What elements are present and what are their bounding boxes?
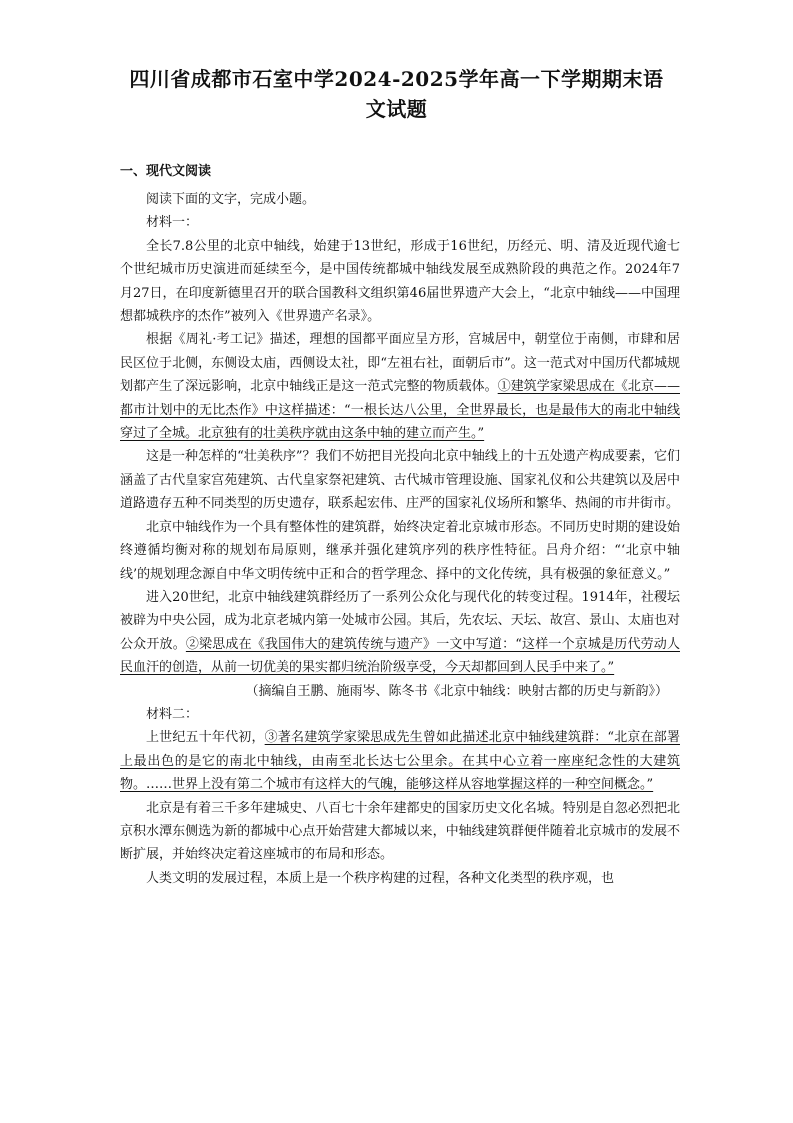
- paragraph-1: 全长7.8公里的北京中轴线，始建于13世纪，形成于16世纪，历经元、明、清及近现代逾七个世纪城市历史演进而延续至今，是中国传统都城中轴线发展至成熟阶段的典范之作。2024年7月27日，在印度新德里召开的联合国教科文组织第46届世界遗产大会上，“北京中轴线——中国理想都城秩序的杰作”被列入《世界遗产名录》。: [120, 238, 680, 325]
- paragraph-3: 这是一种怎样的“壮美秩序”？我们不妨把目光投向北京中轴线上的十五处遗产构成要素，它们涵盖了古代皇家宫苑建筑、古代皇家祭祀建筑、古代城市管理设施、国家礼仪和公共建筑以及居中道路遗存五种不同类型的历史遗存，联系起宏伟、庄严的国家礼仪场所和繁华、热闹的市井街市。: [120, 449, 680, 512]
- paragraph-8: 人类文明的发展过程，本质上是一个秩序构建的过程，各种文化类型的秩序观，也: [146, 870, 615, 886]
- title-line-2: 文试题: [365, 97, 428, 121]
- paragraph-5-text: 进入20世纪，北京中轴线建筑群经历了一系列公众化与现代化的转变过程。1914年，社稷坛被辟为中央公园，成为北京老城内第一处城市公园。其后，先农坛、天坛、故宫、景山、太庙也对公众开放。: [120, 589, 680, 652]
- title-line-1: 四川省成都市石室中学2024-2025学年高一下学期期末语: [129, 67, 664, 91]
- underlined-quote-3: ③著名建筑学家梁思成先生曾如此描述北京中轴线建筑群：“北京在部署上最出色的是它的南北中轴线，由南至北长达七公里余。在其中心立着一座座纪念性的大建筑物。……世界上没有第二个城市有这样大的气魄，能够这样从容地掌握这样的一种空间概念。”: [120, 730, 680, 793]
- paragraph-2-text: 根据《周礼·考工记》描述，理想的国都平面应呈方形，宫城居中，朝堂位于南侧，市肆和居民区位于北侧，东侧设太庙，西侧设太社，即“左祖右社，面朝后市”。这一范式对中国历代都城规划都产生了深远影响，北京中轴线正是这一范式完整的物质载体。: [120, 332, 680, 395]
- section-heading: 一、现代文阅读: [120, 164, 212, 179]
- instruction-text: 阅读下面的文字，完成小题。: [146, 192, 316, 207]
- material-2-label: 材料二：: [146, 706, 199, 722]
- reading-passage: [120, 188, 680, 890]
- material-1-label: 材料一：: [146, 215, 199, 231]
- paragraph-4: 北京中轴线作为一个具有整体性的建筑群，始终决定着北京城市形态。不同历史时期的建设始终遵循均衡对称的规划布局原则，继承并强化建筑序列的秩序性特征。吕舟介绍：“‘北京中轴线’的规划理念源自中华文明传统中正和合的哲学理念、择中的文化传统，具有极强的象征意义。”: [120, 519, 680, 582]
- paragraph-6-text: 上世纪五十年代初，: [146, 730, 265, 746]
- underlined-quote-2: ②梁思成在《我国伟大的建筑传统与遗产》一文中写道：“这样一个京城是历代劳动人民血汗的创造，从前一切优美的果实都归统治阶级享受，今天却都回到人民手中来了。”: [120, 636, 680, 676]
- paragraph-6: [120, 726, 680, 796]
- paragraph-7: 北京是有着三千多年建城史、八百七十余年建都史的国家历史文化名城。特别是自忽必烈把北京积水潭东侧选为新的都城中心点开始营建大都城以来，中轴线建筑群便伴随着北京城市的发展不断扩展，并始终决定着这座城市的布局和形态。: [120, 800, 680, 863]
- document-title: [110, 64, 683, 124]
- paragraph-2: [120, 328, 680, 445]
- underlined-quote-1: ①建筑学家梁思成在《北京——都市计划中的无比杰作》中这样描述：“一根长达八公里，全世界最长，也是最伟大的南北中轴线穿过了全城。北京独有的壮美秩序就由这条中轴的建立而产生。”: [120, 379, 680, 442]
- paragraph-5: [120, 586, 680, 680]
- source-citation: （摘编自王鹏、施雨岑、陈冬书《北京中轴线：映射古都的历史与新韵》）: [245, 683, 668, 699]
